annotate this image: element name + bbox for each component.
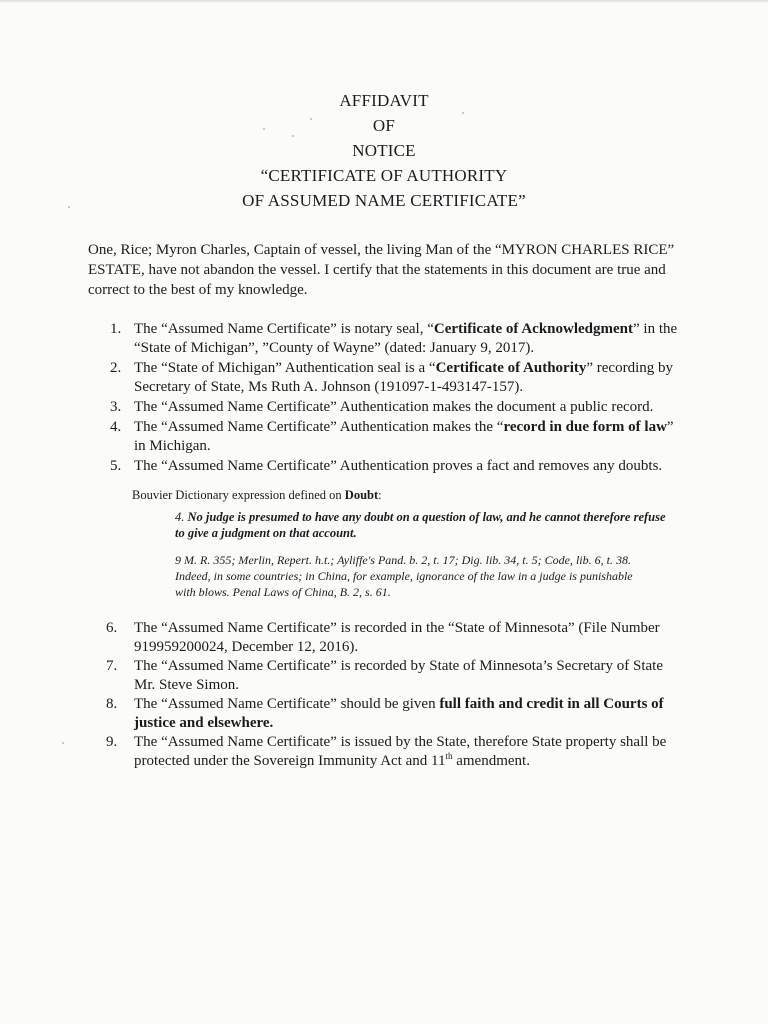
list-item [88, 398, 680, 417]
title-line: “CERTIFICATE OF AUTHORITY [260, 166, 508, 185]
title-line: OF ASSUMED NAME CERTIFICATE” [242, 191, 526, 210]
item-text: The “Assumed Name Certificate” is recorded by State of Minnesota’s Secretary of State Mr. Steve Simon. [134, 658, 663, 693]
item-text: ” recording by Secretary of State, Ms Ruth A. Johnson (191097-1-493147-157). [134, 360, 674, 395]
item-number: 8. [106, 696, 118, 712]
item-number: 4. [110, 419, 122, 435]
item-text: The “Assumed Name Certificate” is issued by the State, therefore State property shall be protected under the Sovereign Immunity Act and 11 [134, 734, 667, 769]
definition-term: Doubt [344, 488, 379, 502]
item-text: The “Assumed Name Certificate” Authentication makes the “ [134, 419, 504, 435]
definition-citation: 9 M. R. 355; Merlin, Repert. h.t.; Ayliffe's Pand. b. 2, t. 17; Dig. lib. 34, t. 5; Code, lib. 6, t. 38. Indeed, in some countries; in China, for example, ignorance of the law in a judge is punishable with blows. Penal Laws of China, B. 2, s. 61. [175, 553, 633, 599]
item-bold-text: full faith and credit in all Courts of justice and elsewhere. [134, 696, 664, 731]
title-line: NOTICE [352, 141, 416, 160]
ordinal-suffix: th [445, 751, 453, 761]
definition-quote [175, 509, 675, 541]
item-bold-text: record in due form of law [503, 419, 667, 435]
scan-speck [62, 742, 64, 744]
item-text: The “Assumed Name Certificate” is notary seal, “ [134, 321, 434, 337]
item-text: The “State of Michigan” Authentication seal is a “ [134, 360, 436, 376]
item-text: The “Assumed Name Certificate” is recorded in the “State of Minnesota” (File Number 919959200024, December 12, 2016). [134, 620, 660, 655]
item-bold-text: Certificate of Acknowledgment [433, 321, 634, 337]
list-item [88, 457, 680, 476]
item-text: The “Assumed Name Certificate” should be given [134, 696, 440, 712]
list-item [88, 418, 680, 456]
item-text: The “Assumed Name Certificate” Authentication proves a fact and removes any doubts. [134, 458, 663, 474]
item-text: ” in Michigan. [134, 419, 674, 454]
quote-number: 4. [175, 510, 185, 524]
item-number: 5. [110, 458, 122, 474]
title-line: AFFIDAVIT [339, 91, 429, 110]
list-item [88, 695, 680, 733]
item-number: 9. [106, 734, 118, 750]
numbered-list [88, 320, 680, 477]
definition-heading [132, 487, 382, 503]
list-item [88, 657, 680, 695]
definition-heading-text: Bouvier Dictionary expression defined on [132, 488, 345, 502]
list-item [88, 359, 680, 397]
scan-edge [0, 0, 768, 3]
title-line: OF [372, 116, 396, 135]
definition-heading-colon: : [378, 488, 382, 502]
intro-paragraph: One, Rice; Myron Charles, Captain of vessel, the living Man of the “MYRON CHARLES RICE” ESTATE, have not abandon the vessel. I certify that the statements in this document are true and correct to the best of my knowledge. [88, 242, 675, 298]
item-number: 1. [110, 321, 122, 337]
quote-text: No judge is presumed to have any doubt on a question of law, and he cannot therefore refuse to give a judgment on that account. [175, 510, 666, 540]
list-item [88, 320, 680, 358]
item-number: 6. [106, 620, 118, 636]
item-number: 3. [110, 399, 122, 415]
item-bold-text: Certificate of Authority [435, 360, 587, 376]
item-text: ” in the “State of Michigan”, ”County of Wayne” (dated: January 9, 2017). [134, 321, 678, 356]
item-number: 2. [110, 360, 122, 376]
numbered-list [88, 619, 680, 771]
document-title [0, 88, 768, 213]
item-text: amendment. [452, 753, 530, 769]
item-text: The “Assumed Name Certificate” Authentication makes the document a public record. [134, 399, 654, 415]
list-item [88, 619, 680, 657]
list-item [88, 733, 680, 771]
item-number: 7. [106, 658, 118, 674]
